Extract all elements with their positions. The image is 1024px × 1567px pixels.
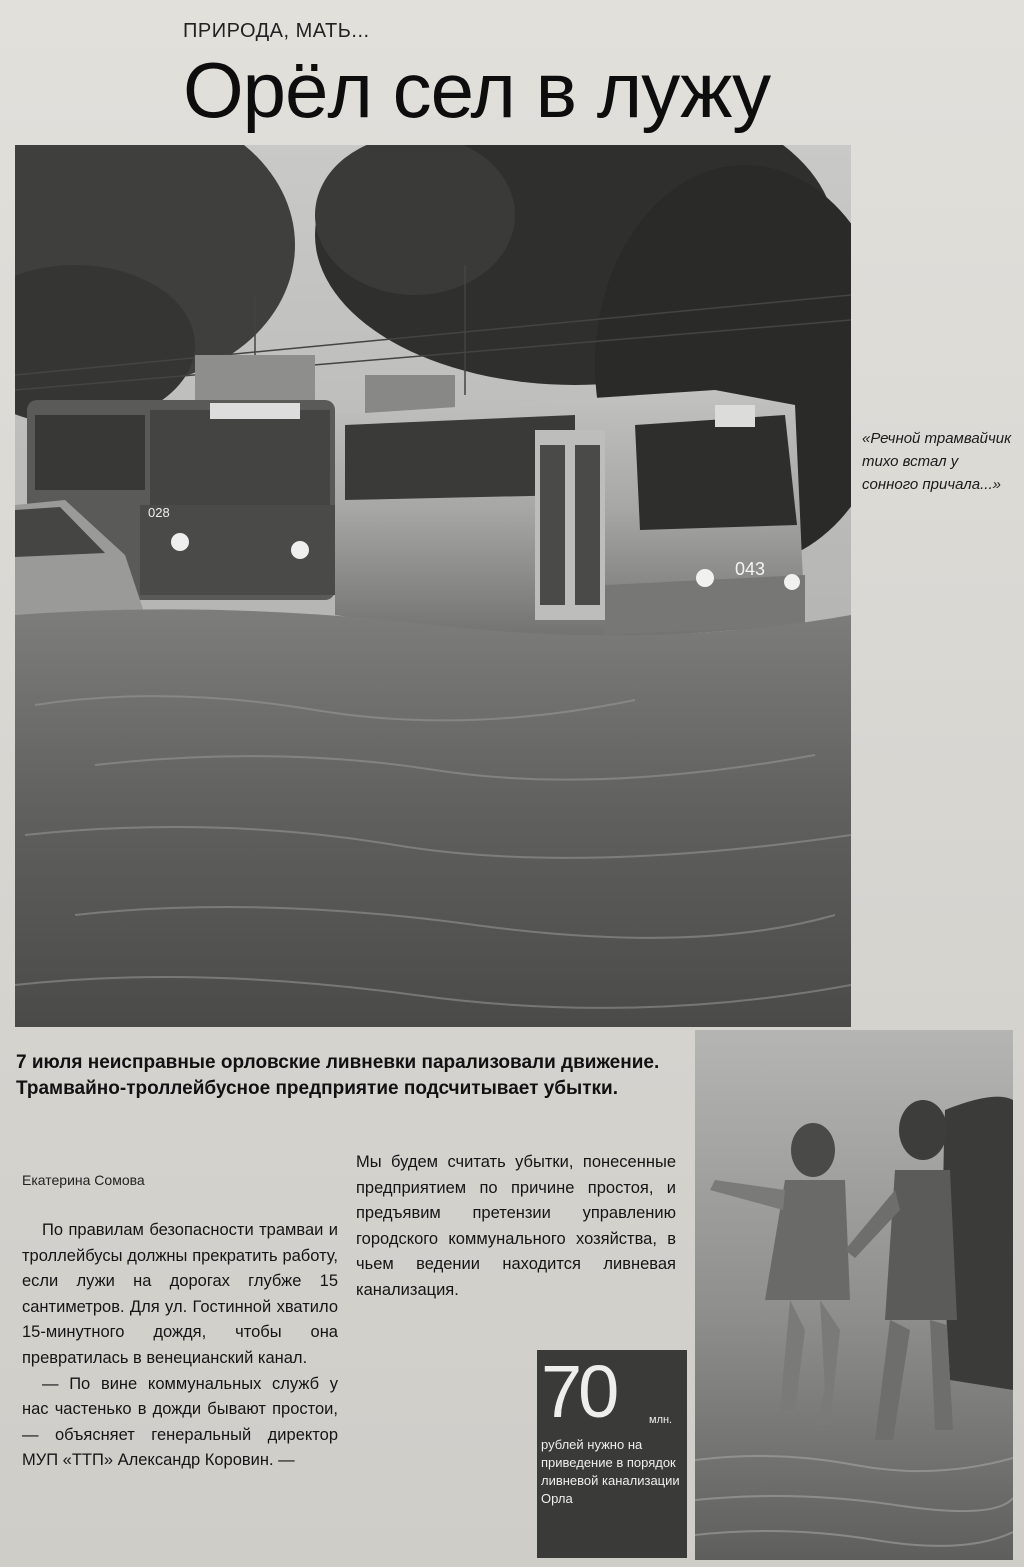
article-column-2 (356, 1150, 676, 1304)
paragraph: — По вине коммунальных служб у нас частенько в дожди бывают простои, — объясняет генеральный директор МУП «ТТП» Александр Коровин. — (22, 1374, 338, 1470)
paragraph: По правилам безопасности трамваи и троллейбусы должны прекратить работу, если лужи на дорогах глубже 15 сантиметров. Для ул. Гостинной хватило 15-минутного дождя, чтобы она превратилась в венецианский канал. (22, 1221, 338, 1367)
tram-number: 043 (735, 559, 766, 579)
article-column-1 (22, 1218, 338, 1474)
infobox-description: рублей нужно на приведение в порядок ливневой канализации Орла (541, 1437, 680, 1506)
tram (335, 390, 805, 645)
infobox-unit: млн. (649, 1414, 673, 1426)
main-photo-flooded-street (15, 145, 851, 1027)
byline-author: Екатерина Сомова (22, 1172, 145, 1188)
infobox-number: 70 (541, 1350, 616, 1433)
lead-paragraph: 7 июля неисправные орловские ливневки парализовали движение. Трамвайно-троллейбусное предприятие подсчитывает убытки. (16, 1052, 660, 1099)
photo-girls-in-water (695, 1030, 1013, 1560)
trolleybus-number: 028 (148, 505, 170, 520)
rubric: ПРИРОДА, МАТЬ... (183, 20, 370, 42)
photo-caption: «Речной трамвайчик тихо встал у сонного причала...» (862, 430, 1012, 493)
paragraph: Мы будем считать убытки, понесенные предприятием по причине простоя, и предъявим претензии управлению городского коммунального хозяйства, в чьем ведении находится ливневая канализация. (356, 1153, 676, 1299)
headline: Орёл сел в лужу (183, 46, 771, 134)
infobox-fact (537, 1350, 687, 1558)
